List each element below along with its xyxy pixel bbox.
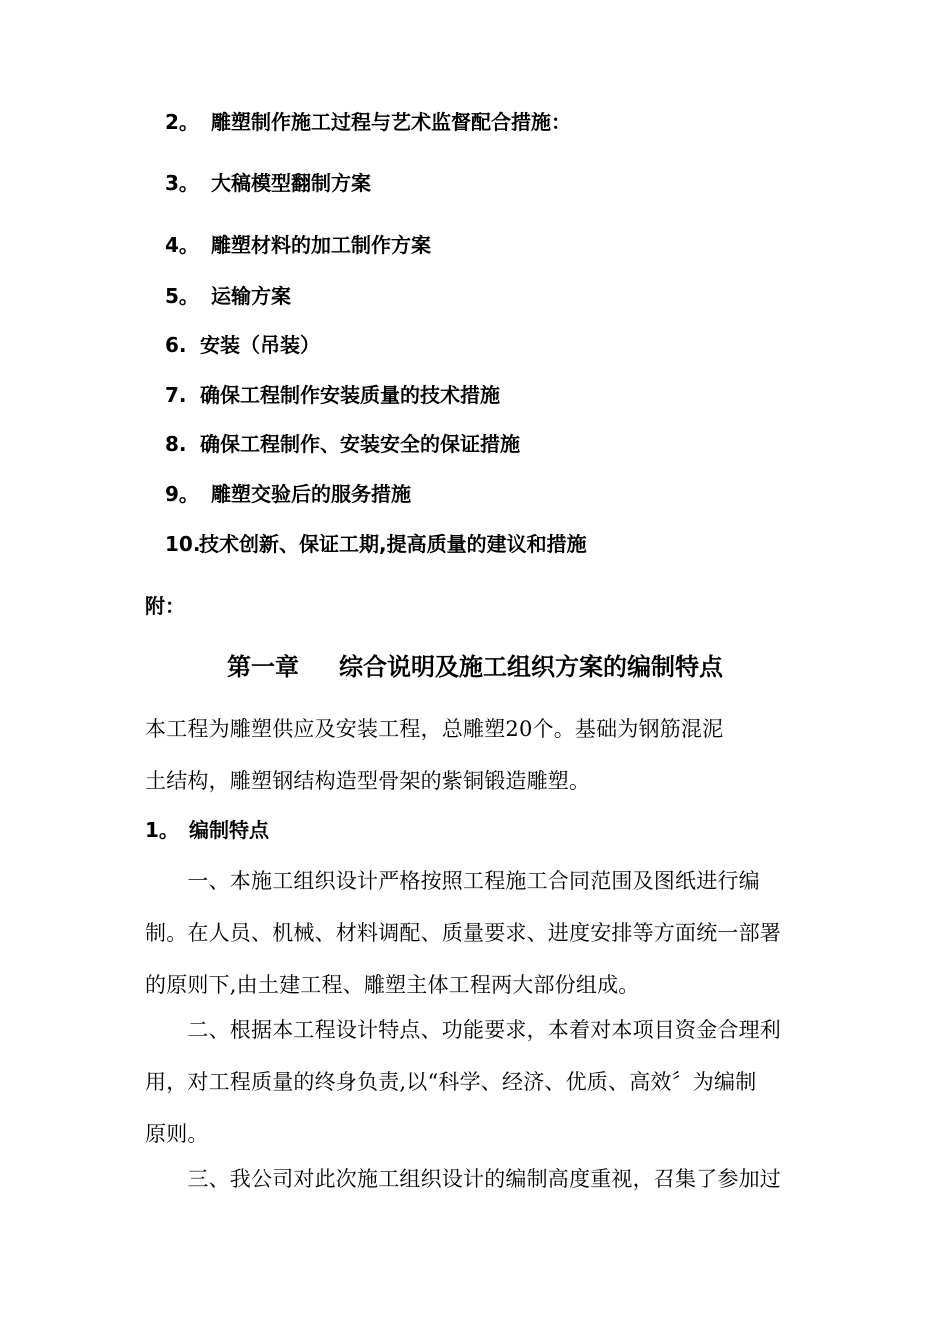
toc-number: 7. — [165, 383, 187, 407]
paragraph-three — [145, 1153, 825, 1205]
toc-item-2 — [165, 110, 571, 134]
toc-text: 雕塑制作施工过程与艺术监督配合措施： — [211, 110, 571, 134]
intro-paragraph — [145, 703, 825, 807]
chapter-title-text: 综合说明及施工组织方案的编制特点 — [339, 653, 723, 681]
paragraph-line: 二、根据本工程设计特点、功能要求，本着对本项目资金合理利 — [145, 1018, 781, 1042]
paragraph-line: 三、我公司对此次施工组织设计的编制高度重视，召集了参加过 — [145, 1167, 781, 1191]
paragraph-line: 土结构，雕塑钢结构造型骨架的紫铜锻造雕塑。 — [145, 769, 591, 793]
toc-item-6 — [165, 333, 320, 357]
toc-text: 安装（吊装） — [200, 333, 320, 357]
toc-text: 运输方案 — [211, 284, 291, 308]
paragraph-one — [145, 855, 825, 1011]
paragraph-line: 本工程为雕塑供应及安装工程，总雕塑20个。基础为钢筋混泥 — [145, 717, 724, 741]
toc-text: 技术创新、保证工期,提高质量的建议和措施 — [199, 532, 587, 556]
chapter-label: 第一章 — [227, 653, 299, 681]
toc-text: 确保工程制作安装质量的技术措施 — [200, 383, 500, 407]
paragraph-line: 一、本施工组织设计严格按照工程施工合同范围及图纸进行编 — [145, 869, 760, 893]
toc-item-9 — [165, 482, 411, 506]
toc-number: 3。 — [165, 171, 199, 195]
toc-text: 大稿模型翻制方案 — [211, 171, 371, 195]
toc-item-3 — [165, 171, 371, 195]
toc-item-4 — [165, 233, 431, 257]
paragraph-line: 用，对工程质量的终身负责,以“科学、经济、优质、高效〞为编制 — [145, 1070, 757, 1094]
toc-number: 8. — [165, 432, 187, 456]
toc-item-10 — [165, 532, 587, 556]
section-title: 编制特点 — [189, 818, 269, 842]
toc-item-8 — [165, 432, 520, 456]
toc-text: 确保工程制作、安装安全的保证措施 — [200, 432, 520, 456]
section-number: 1。 — [145, 818, 179, 842]
section-heading — [145, 818, 269, 842]
toc-number: 4。 — [165, 233, 199, 257]
toc-number: 6. — [165, 333, 187, 357]
toc-item-5 — [165, 284, 291, 308]
paragraph-line: 原则。 — [145, 1122, 209, 1146]
toc-number: 2。 — [165, 110, 199, 134]
toc-text: 雕塑材料的加工制作方案 — [211, 233, 431, 257]
toc-number: 9。 — [165, 482, 199, 506]
toc-text: 雕塑交验后的服务措施 — [211, 482, 411, 506]
paragraph-line: 的原则下,由土建工程、雕塑主体工程两大部份组成。 — [145, 973, 640, 997]
toc-number: 10. — [165, 532, 201, 556]
chapter-title — [0, 652, 950, 682]
paragraph-line: 制。在人员、机械、材料调配、质量要求、进度安排等方面统一部署 — [145, 921, 781, 945]
appendix-label: 附： — [145, 594, 185, 618]
toc-number: 5。 — [165, 284, 199, 308]
toc-item-7 — [165, 383, 500, 407]
paragraph-two — [145, 1004, 825, 1160]
